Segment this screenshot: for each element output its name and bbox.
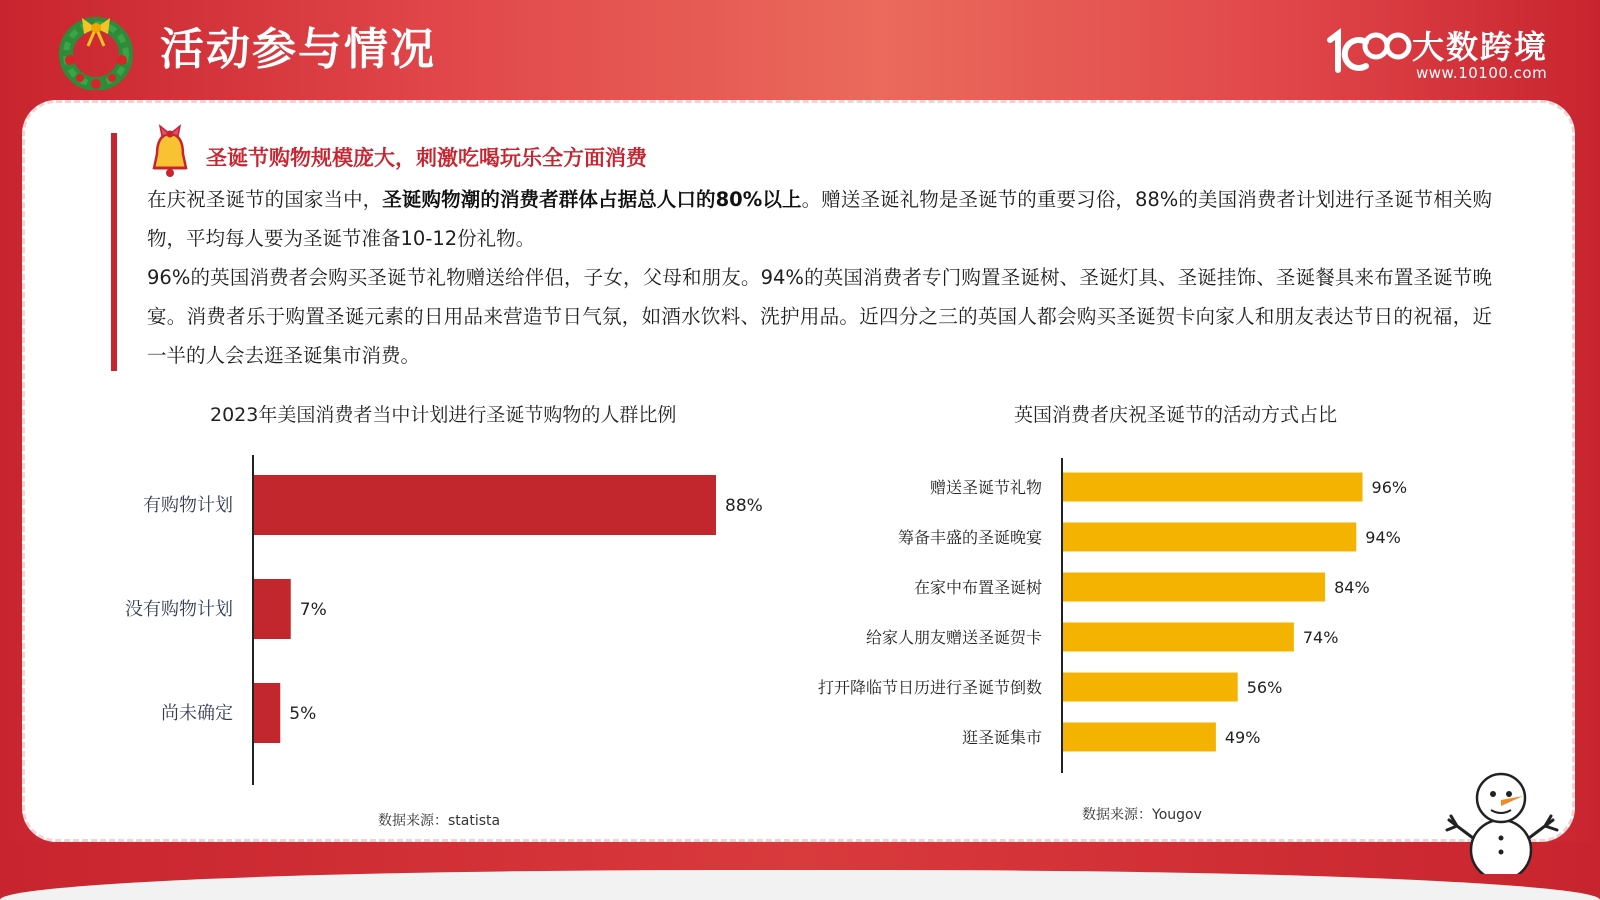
value-label-2: 84% <box>1334 578 1370 597</box>
uk-activity-bar-chart <box>780 458 1460 773</box>
value-label-1: 7% <box>299 600 327 620</box>
intro-p1-highlight: 圣诞购物潮的消费者群体占据总人口的80%以上 <box>382 188 802 211</box>
value-label-2: 5% <box>289 704 317 724</box>
us-shopping-plan-bar-chart <box>100 455 780 785</box>
bar-2 <box>254 683 280 743</box>
category-label-0: 赠送圣诞节礼物 <box>929 478 1042 497</box>
page-title: 活动参与情况 <box>160 24 436 75</box>
category-label-2: 在家中布置圣诞树 <box>913 578 1042 597</box>
bar-1 <box>254 579 291 639</box>
logo-10100-icon <box>1324 26 1414 76</box>
bar-0 <box>1063 473 1363 502</box>
bar-0 <box>254 475 716 535</box>
value-label-3: 74% <box>1302 628 1339 647</box>
chart1-title: 2023年美国消费者当中计划进行圣诞节购物的人群比例 <box>210 404 677 426</box>
value-label-0: 96% <box>1371 478 1408 497</box>
bar-1 <box>1063 523 1356 552</box>
bar-4 <box>1063 673 1238 702</box>
logo-text: 大数跨境 <box>1412 28 1549 66</box>
intro-p1-c: 。赠送圣诞礼物是圣诞节的重要习俗，88%的美国消费者计划进行圣诞节相关购物，平均每人要为圣诞节准备10-12份礼物。 <box>147 188 1492 250</box>
value-label-1: 94% <box>1365 528 1401 547</box>
bar-5 <box>1063 723 1216 752</box>
category-label-2: 尚未确定 <box>161 703 233 724</box>
value-label-0: 88% <box>725 496 763 516</box>
intro-paragraph-1 <box>147 180 1492 258</box>
category-label-5: 逛圣诞集市 <box>961 728 1042 747</box>
logo-url: www.10100.com <box>1416 64 1548 82</box>
category-label-3: 给家人朋友赠送圣诞贺卡 <box>865 628 1042 647</box>
category-label-1: 筹备丰盛的圣诞晚宴 <box>897 528 1042 547</box>
chart2-title: 英国消费者庆祝圣诞节的活动方式占比 <box>1014 404 1338 426</box>
chart2-source: 数据来源：Yougov <box>1082 807 1202 823</box>
value-label-5: 49% <box>1224 728 1261 747</box>
bar-3 <box>1063 623 1294 652</box>
bar-2 <box>1063 573 1325 602</box>
quote-bar <box>111 133 117 371</box>
category-label-4: 打开降临节日历进行圣诞节倒数 <box>817 678 1042 697</box>
category-label-0: 有购物计划 <box>143 495 233 516</box>
snowman-icon <box>1443 768 1563 874</box>
brand-logo[interactable] <box>1320 18 1560 88</box>
bell-icon <box>148 124 192 180</box>
intro-p1-a: 在庆祝圣诞节的国家当中， <box>147 188 383 211</box>
category-label-1: 没有购物计划 <box>125 599 233 620</box>
intro-paragraph-2: 96%的英国消费者会购买圣诞节礼物赠送给伴侣，子女，父母和朋友。94%的英国消费者专门购置圣诞树、圣诞灯具、圣诞挂饰、圣诞餐具来布置圣诞节晚宴。消费者乐于购置圣诞元素的日用品来营造节日气氛，如酒水饮料、洗护用品。近四分之三的英国人都会购买圣诞贺卡向家人和朋友表达节日的祝福，近一半的人会去逛圣诞集市消费。 <box>147 266 1492 367</box>
intro-text <box>147 180 1492 375</box>
section-headline: 圣诞节购物规模庞大，刺激吃喝玩乐全方面消费 <box>206 146 647 170</box>
chart1-source: 数据来源：statista <box>378 813 501 829</box>
wreath-icon <box>58 14 134 90</box>
value-label-4: 56% <box>1246 678 1283 697</box>
